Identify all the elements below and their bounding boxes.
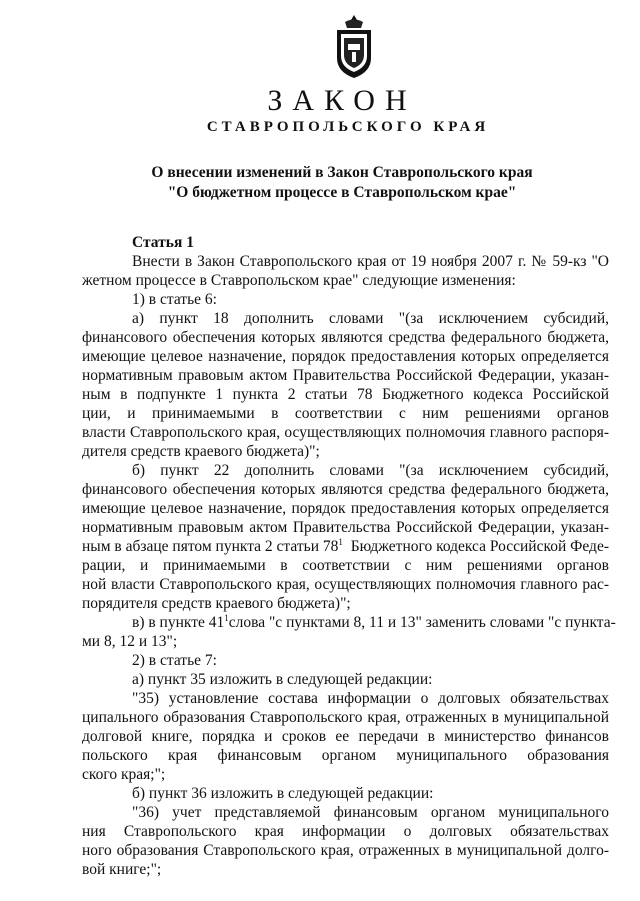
- text-line: имеющие целевое назначение, порядок предоставления которых определяется: [82, 500, 609, 517]
- article-label: Статья 1: [132, 234, 194, 251]
- text-line: рации, и принимаемыми в соответствии с ним решениями органов: [82, 557, 609, 574]
- text-line: жетном процессе в Ставропольском крае" следующие изменения:: [82, 272, 516, 289]
- text-line: власти Ставропольского края, осуществляющих полномочия главного распоря-: [82, 424, 609, 441]
- text-line: нормативным правовым актом Правительства Российской Федерации, указан-: [82, 519, 609, 536]
- text-line: ной власти Ставропольского края, осуществляющих полномочия главного рас-: [82, 576, 609, 593]
- superscript: 1: [338, 536, 343, 547]
- text-line: [82, 537, 609, 556]
- text-line: "36) учет представляемой финансовым органом муниципального: [132, 804, 609, 821]
- text-line: б) пункт 22 дополнить словами "(за исключением субсидий,: [132, 462, 609, 479]
- text-line: ного образования Ставропольского края, отраженных в муниципальной долго-: [82, 842, 609, 859]
- text-line: а) пункт 18 дополнить словами "(за исключением субсидий,: [132, 310, 609, 327]
- text-line: нормативным правовым актом Правительства Российской Федерации, указан-: [82, 367, 609, 384]
- heading-line-1: О внесении изменений в Закон Ставропольского края: [151, 164, 533, 181]
- text-fragment: Бюджетного кодекса Российской Феде-: [350, 538, 609, 555]
- text-fragment: в) в пункте $41^1$: [132, 612, 229, 631]
- text-line: "35) установление состава информации о долговых обязательствах: [132, 690, 609, 707]
- text-line: финансового обеспечения которых являются средства федерального бюджета,: [82, 481, 609, 498]
- text-fragment: ным в абзаце пятом пункта 2 статьи $78^1$: [82, 536, 343, 555]
- coat-of-arms-emblem: [333, 14, 375, 80]
- text-line: ми 8, 12 и 13";: [82, 633, 178, 650]
- text-line: финансового обеспечения которых являются средства федерального бюджета,: [82, 329, 609, 346]
- text-line: имеющие целевое назначение, порядок предоставления которых определяется: [82, 348, 609, 365]
- heading-line-2: "О бюджетном процессе в Ставропольском крае": [167, 184, 517, 201]
- text-line: дителя средств краевого бюджета)";: [82, 443, 320, 460]
- text-line: польского края финансовым органом муниципального образования: [82, 747, 609, 764]
- text-line: долговой книге, порядка и сроков ее передачи в министерство финансов: [82, 728, 609, 745]
- text-line: а) пункт 35 изложить в следующей редакции:: [132, 671, 433, 688]
- text-line: ского края;";: [82, 766, 166, 783]
- text-line: ным в подпункте 1 пункта 2 статьи 78 Бюджетного кодекса Российской: [82, 386, 609, 403]
- text-line: ципального образования Ставропольского края, отраженных в муниципальной: [82, 709, 609, 726]
- text-line: [132, 612, 616, 632]
- document-subtitle: СТАВРОПОЛЬСКОГО КРАЯ: [206, 119, 490, 135]
- superscript: 1: [224, 612, 229, 623]
- text-line: ния Ставропольского края информации о долговых обязательствах: [82, 823, 609, 840]
- document-title: ЗАКОН: [267, 84, 417, 117]
- text-line: 1) в статье 6:: [132, 291, 217, 308]
- text-line: порядителя средств краевого бюджета)";: [82, 595, 351, 612]
- text-line: вой книге;";: [82, 861, 162, 878]
- text-line: б) пункт 36 изложить в следующей редакции:: [132, 785, 434, 802]
- text-line: Внести в Закон Ставропольского края от 19 ноября 2007 г. № 59-кз "О: [132, 253, 609, 270]
- text-line: ции, и принимаемыми в соответствии с ним решениями органов: [82, 405, 609, 422]
- text-fragment: слова "с пунктами 8, 11 и 13" заменить словами "с пункта-: [228, 614, 616, 631]
- text-line: 2) в статье 7:: [132, 652, 217, 669]
